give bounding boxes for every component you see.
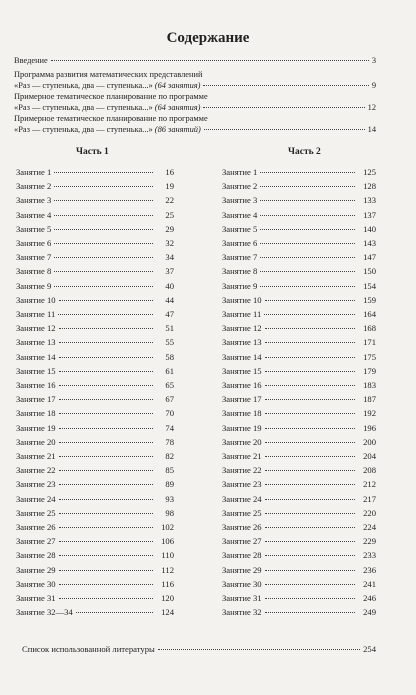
- lesson-label: Занятие 12: [16, 323, 56, 334]
- lesson-label: Занятие 5: [16, 223, 52, 234]
- toc-entry-plan64-line1: Примерное тематическое планирование по программе: [14, 92, 208, 101]
- leader-dots: [203, 85, 368, 86]
- toc-lesson-entry[interactable]: [16, 607, 174, 617]
- leader-dots: [59, 470, 153, 471]
- lesson-page-number: 40: [165, 280, 174, 291]
- lesson-page-number: 137: [363, 209, 376, 220]
- lesson-page-number: 89: [165, 479, 174, 490]
- toc-entry-program[interactable]: [14, 80, 376, 91]
- leader-dots: [58, 314, 153, 315]
- leader-dots: [265, 371, 355, 372]
- leader-dots: [265, 413, 355, 414]
- lesson-label: Занятие 21: [16, 451, 56, 461]
- toc-lesson-entry[interactable]: [222, 394, 376, 404]
- lesson-page-number: 55: [165, 337, 174, 348]
- lesson-page-number: 22: [165, 195, 174, 206]
- lesson-label: Занятие 16: [222, 380, 262, 390]
- toc-lesson-entry[interactable]: [222, 508, 376, 518]
- toc-lesson-entry[interactable]: [16, 465, 174, 475]
- lesson-page-number: 249: [363, 607, 376, 618]
- leader-dots: [260, 172, 355, 173]
- lesson-page-number: 183: [363, 380, 376, 390]
- lesson-page-number: 120: [161, 593, 174, 603]
- lesson-page-number: 82: [165, 451, 174, 461]
- toc-lesson-entry[interactable]: [16, 437, 174, 447]
- leader-dots: [59, 555, 153, 556]
- lesson-label: Занятие 20: [16, 436, 56, 447]
- leader-dots: [59, 399, 153, 400]
- lesson-page-number: 168: [363, 323, 376, 334]
- lesson-page-number: 19: [165, 181, 174, 192]
- toc-lesson-entry[interactable]: [222, 238, 376, 248]
- toc-lesson-entry[interactable]: [16, 238, 174, 248]
- lesson-label: Занятие 13: [16, 337, 56, 348]
- lesson-page-number: 102: [161, 522, 174, 532]
- leader-dots: [264, 314, 355, 315]
- lesson-page-number: 236: [363, 564, 376, 575]
- toc-lesson-entry[interactable]: [222, 565, 376, 575]
- lesson-label: Занятие 21: [222, 451, 262, 461]
- toc-lesson-entry[interactable]: [16, 579, 174, 589]
- toc-lesson-entry[interactable]: [222, 295, 376, 305]
- leader-dots: [265, 527, 355, 528]
- lesson-page-number: 51: [165, 323, 174, 334]
- lesson-page-number: 204: [363, 451, 376, 461]
- lesson-page-number: 159: [363, 294, 376, 305]
- toc-lesson-entry[interactable]: [222, 380, 376, 390]
- toc-lesson-entry[interactable]: [16, 479, 174, 489]
- lesson-label: Занятие 28: [16, 550, 56, 561]
- toc-lesson-entry[interactable]: [222, 522, 376, 532]
- toc-lesson-entry[interactable]: [16, 337, 174, 347]
- lesson-label: Занятие 11: [222, 309, 262, 319]
- lesson-label: Занятие 15: [16, 365, 56, 376]
- lesson-page-number: 212: [363, 479, 376, 490]
- leader-dots: [59, 342, 153, 343]
- lesson-page-number: 98: [165, 507, 174, 518]
- lesson-page-number: 246: [363, 593, 376, 603]
- toc-entry-label: Введение: [14, 56, 48, 65]
- lesson-page-number: 67: [165, 394, 174, 405]
- leader-dots: [59, 598, 153, 599]
- toc-lesson-entry[interactable]: [16, 295, 174, 305]
- toc-lesson-entry[interactable]: [16, 494, 174, 504]
- leader-dots: [54, 172, 153, 173]
- lesson-label: Занятие 29: [222, 564, 262, 575]
- leader-dots: [260, 200, 355, 201]
- lesson-label: Занятие 6: [16, 238, 52, 248]
- lesson-page-number: 217: [363, 493, 376, 504]
- lesson-label: Занятие 18: [222, 408, 262, 419]
- toc-lesson-entry[interactable]: [222, 451, 376, 461]
- leader-dots: [265, 385, 355, 386]
- leader-dots: [54, 200, 153, 201]
- leader-dots: [260, 229, 355, 230]
- leader-dots: [59, 300, 153, 301]
- leader-dots: [54, 243, 153, 244]
- toc-lesson-entry[interactable]: [16, 536, 174, 546]
- leader-dots: [265, 328, 355, 329]
- lesson-label: Занятие 30: [222, 578, 262, 589]
- toc-lesson-entry[interactable]: [16, 224, 174, 234]
- leader-dots: [54, 286, 153, 287]
- lesson-label: Занятие 9: [16, 280, 52, 291]
- lesson-label: Занятие 13: [222, 337, 262, 348]
- leader-dots: [265, 399, 355, 400]
- leader-dots: [59, 428, 153, 429]
- lesson-label: Занятие 10: [16, 294, 56, 305]
- lesson-label: Занятие 2: [16, 181, 52, 192]
- toc-lesson-entry[interactable]: [222, 465, 376, 475]
- lesson-page-number: 58: [165, 351, 174, 362]
- toc-lesson-entry[interactable]: [222, 309, 376, 319]
- lesson-label: Занятие 2: [222, 181, 258, 192]
- toc-lesson-entry[interactable]: [222, 408, 376, 418]
- toc-lesson-entry[interactable]: [16, 394, 174, 404]
- lesson-label: Занятие 14: [16, 351, 56, 362]
- leader-dots: [54, 215, 153, 216]
- lesson-page-number: 25: [165, 209, 174, 220]
- lesson-page-number: 116: [161, 578, 174, 589]
- lesson-label: Занятие 10: [222, 294, 262, 305]
- toc-lesson-entry[interactable]: [16, 352, 174, 362]
- toc-lesson-entry[interactable]: [16, 181, 174, 191]
- leader-dots: [265, 612, 355, 613]
- part2-heading: Часть 2: [288, 147, 321, 157]
- leader-dots: [265, 598, 355, 599]
- leader-dots: [260, 257, 355, 258]
- lesson-label: Занятие 32—34: [16, 607, 73, 618]
- lesson-page-number: 78: [165, 436, 174, 447]
- toc-entry-label: «Раз — ступенька, два — ступенька...» (64 занятия): [14, 81, 201, 90]
- lesson-label: Занятие 19: [16, 422, 56, 433]
- toc-lesson-entry[interactable]: [16, 309, 174, 319]
- toc-lesson-entry[interactable]: [16, 451, 174, 461]
- lesson-label: Занятие 28: [222, 550, 262, 561]
- toc-lesson-entry[interactable]: [222, 352, 376, 362]
- toc-lesson-entry[interactable]: [222, 593, 376, 603]
- leader-dots: [265, 428, 355, 429]
- lesson-label: Занятие 11: [16, 309, 56, 319]
- toc-lesson-entry[interactable]: [16, 522, 174, 532]
- lesson-label: Занятие 4: [222, 209, 258, 220]
- toc-lesson-entry[interactable]: [16, 210, 174, 220]
- lesson-label: Занятие 19: [222, 422, 262, 433]
- toc-lesson-entry[interactable]: [222, 195, 376, 205]
- leader-dots: [204, 129, 365, 130]
- lesson-label: Занятие 29: [16, 564, 56, 575]
- toc-page-number: 14: [367, 125, 376, 134]
- toc-lesson-entry[interactable]: [222, 423, 376, 433]
- leader-dots: [260, 271, 355, 272]
- lesson-page-number: 112: [161, 564, 174, 575]
- lesson-page-number: 224: [363, 522, 376, 532]
- leader-dots: [59, 442, 153, 443]
- leader-dots: [260, 286, 355, 287]
- leader-dots: [59, 584, 153, 585]
- toc-lesson-entry[interactable]: [222, 181, 376, 191]
- leader-dots: [265, 541, 355, 542]
- toc-lesson-entry[interactable]: [222, 437, 376, 447]
- toc-lesson-entry[interactable]: [222, 210, 376, 220]
- leader-dots: [265, 470, 355, 471]
- leader-dots: [265, 456, 355, 457]
- lesson-page-number: 125: [363, 167, 376, 177]
- leader-dots: [76, 612, 153, 613]
- toc-page-number: 3: [371, 56, 376, 65]
- leader-dots: [203, 107, 364, 108]
- lesson-page-number: 196: [363, 422, 376, 433]
- lesson-page-number: 241: [363, 578, 376, 589]
- toc-entry-references[interactable]: [22, 644, 376, 654]
- lesson-label: Занятие 31: [222, 593, 262, 603]
- lesson-label: Занятие 17: [222, 394, 262, 405]
- leader-dots: [54, 271, 153, 272]
- lesson-page-number: 179: [363, 365, 376, 376]
- toc-page-number: 9: [371, 81, 376, 90]
- toc-entry-label: «Раз — ступенька, два — ступенька...» (86 занятий): [14, 125, 201, 134]
- lesson-label: Занятие 20: [222, 436, 262, 447]
- leader-dots: [59, 513, 153, 514]
- toc-lesson-entry[interactable]: [16, 408, 174, 418]
- leader-dots: [59, 413, 153, 414]
- leader-dots: [265, 484, 355, 485]
- leader-dots: [54, 229, 153, 230]
- lesson-label: Занятие 1: [222, 167, 258, 177]
- toc-lesson-entry[interactable]: [222, 266, 376, 276]
- toc-lesson-entry[interactable]: [16, 167, 174, 177]
- lesson-page-number: 93: [165, 493, 174, 504]
- lesson-label: Занятие 30: [16, 578, 56, 589]
- lesson-label: Занятие 14: [222, 351, 262, 362]
- lesson-page-number: 147: [363, 252, 376, 263]
- lesson-label: Занятие 31: [16, 593, 56, 603]
- toc-lesson-entry[interactable]: [222, 494, 376, 504]
- toc-lesson-entry[interactable]: [222, 252, 376, 262]
- toc-lesson-entry[interactable]: [222, 281, 376, 291]
- lesson-page-number: 140: [363, 223, 376, 234]
- lesson-label: Занятие 24: [222, 493, 262, 504]
- leader-dots: [265, 342, 355, 343]
- lesson-page-number: 154: [363, 280, 376, 291]
- toc-entry-plan86-line1: Примерное тематическое планирование по программе: [14, 114, 208, 123]
- toc-lesson-entry[interactable]: [16, 252, 174, 262]
- leader-dots: [59, 328, 153, 329]
- lesson-page-number: 175: [363, 351, 376, 362]
- lesson-page-number: 16: [165, 167, 174, 177]
- lesson-page-number: 124: [161, 607, 174, 618]
- toc-lesson-entry[interactable]: [222, 479, 376, 489]
- leader-dots: [265, 442, 355, 443]
- lesson-label: Занятие 25: [222, 507, 262, 518]
- lesson-label: Занятие 26: [16, 522, 56, 532]
- lesson-page-number: 74: [165, 422, 174, 433]
- toc-lesson-entry[interactable]: [16, 195, 174, 205]
- toc-lesson-entry[interactable]: [222, 224, 376, 234]
- lesson-label: Занятие 12: [222, 323, 262, 334]
- lesson-label: Занятие 25: [16, 507, 56, 518]
- lesson-label: Занятие 6: [222, 238, 258, 248]
- lesson-label: Занятие 5: [222, 223, 258, 234]
- lesson-label: Занятие 1: [16, 167, 52, 177]
- leader-dots: [265, 570, 355, 571]
- toc-lesson-entry[interactable]: [16, 423, 174, 433]
- toc-lesson-entry[interactable]: [222, 579, 376, 589]
- toc-lesson-entry[interactable]: [222, 607, 376, 617]
- leader-dots: [51, 60, 369, 61]
- lesson-page-number: 70: [165, 408, 174, 419]
- page-title: Содержание: [166, 30, 250, 46]
- lesson-page-number: 44: [165, 294, 174, 305]
- leader-dots: [260, 186, 355, 187]
- toc-entry-plan86[interactable]: [14, 124, 376, 135]
- toc-lesson-entry[interactable]: [16, 550, 174, 560]
- lesson-page-number: 61: [165, 365, 174, 376]
- lesson-page-number: 200: [363, 436, 376, 447]
- leader-dots: [265, 300, 355, 301]
- leader-dots: [265, 584, 355, 585]
- lesson-page-number: 233: [363, 550, 376, 561]
- leader-dots: [59, 371, 153, 372]
- lesson-page-number: 164: [363, 309, 376, 319]
- lesson-label: Занятие 16: [16, 380, 56, 390]
- leader-dots: [54, 186, 153, 187]
- lesson-label: Занятие 23: [222, 479, 262, 490]
- toc-lesson-entry[interactable]: [16, 366, 174, 376]
- lesson-page-number: 47: [165, 309, 174, 319]
- lesson-label: Занятие 8: [222, 266, 258, 277]
- lesson-label: Занятие 15: [222, 365, 262, 376]
- leader-dots: [54, 257, 153, 258]
- lesson-label: Занятие 27: [222, 536, 262, 547]
- toc-lesson-entry[interactable]: [222, 323, 376, 333]
- lesson-label: Занятие 3: [16, 195, 52, 206]
- lesson-page-number: 32: [165, 238, 174, 248]
- toc-entry-label: Список использованной литературы: [22, 644, 155, 654]
- leader-dots: [158, 649, 360, 650]
- lesson-page-number: 187: [363, 394, 376, 405]
- leader-dots: [265, 499, 355, 500]
- part1-heading: Часть 1: [76, 147, 109, 157]
- lesson-page-number: 171: [363, 337, 376, 348]
- lesson-page-number: 85: [165, 465, 174, 476]
- toc-lesson-entry[interactable]: [16, 323, 174, 333]
- lesson-page-number: 150: [363, 266, 376, 277]
- lesson-page-number: 192: [363, 408, 376, 419]
- lesson-label: Занятие 9: [222, 280, 258, 291]
- lesson-label: Занятие 32: [222, 607, 262, 618]
- toc-lesson-entry[interactable]: [222, 167, 376, 177]
- leader-dots: [59, 541, 153, 542]
- toc-lesson-entry[interactable]: [16, 266, 174, 276]
- toc-lesson-entry[interactable]: [16, 593, 174, 603]
- lesson-label: Занятие 7: [222, 252, 258, 263]
- leader-dots: [260, 243, 355, 244]
- toc-entry-program-line1: Программа развития математических представлений: [14, 70, 203, 79]
- toc-lesson-entry[interactable]: [16, 508, 174, 518]
- lesson-label: Занятие 8: [16, 266, 52, 277]
- lesson-label: Занятие 27: [16, 536, 56, 547]
- lesson-page-number: 133: [363, 195, 376, 206]
- lesson-page-number: 29: [165, 223, 174, 234]
- lesson-label: Занятие 23: [16, 479, 56, 490]
- lesson-label: Занятие 7: [16, 252, 52, 263]
- lesson-page-number: 208: [363, 465, 376, 476]
- leader-dots: [265, 555, 355, 556]
- leader-dots: [260, 215, 355, 216]
- leader-dots: [59, 357, 153, 358]
- toc-lesson-entry[interactable]: [16, 380, 174, 390]
- leader-dots: [59, 456, 153, 457]
- lesson-page-number: 128: [363, 181, 376, 192]
- lesson-page-number: 143: [363, 238, 376, 248]
- lesson-label: Занятие 24: [16, 493, 56, 504]
- toc-lesson-entry[interactable]: [16, 281, 174, 291]
- leader-dots: [59, 385, 153, 386]
- toc-page-number: 12: [367, 103, 376, 112]
- lesson-label: Занятие 18: [16, 408, 56, 419]
- lesson-page-number: 37: [165, 266, 174, 277]
- toc-entry-plan64[interactable]: [14, 102, 376, 113]
- lesson-page-number: 106: [161, 536, 174, 547]
- lesson-label: Занятие 22: [16, 465, 56, 476]
- toc-lesson-entry[interactable]: [222, 337, 376, 347]
- lesson-page-number: 110: [161, 550, 174, 561]
- lesson-label: Занятие 4: [16, 209, 52, 220]
- lesson-label: Занятие 26: [222, 522, 262, 532]
- toc-entry-label: «Раз — ступенька, два — ступенька...» (64 занятия): [14, 103, 201, 112]
- leader-dots: [265, 513, 355, 514]
- lesson-page-number: 220: [363, 507, 376, 518]
- toc-lesson-entry[interactable]: [222, 536, 376, 546]
- leader-dots: [59, 484, 153, 485]
- toc-page-number: 254: [363, 644, 376, 654]
- lesson-label: Занятие 22: [222, 465, 262, 476]
- lesson-page-number: 229: [363, 536, 376, 547]
- lesson-label: Занятие 17: [16, 394, 56, 405]
- toc-lesson-entry[interactable]: [222, 550, 376, 560]
- toc-entry-intro[interactable]: [14, 55, 376, 66]
- leader-dots: [265, 357, 355, 358]
- lesson-page-number: 65: [165, 380, 174, 390]
- toc-lesson-entry[interactable]: [16, 565, 174, 575]
- toc-lesson-entry[interactable]: [222, 366, 376, 376]
- leader-dots: [59, 527, 153, 528]
- lesson-label: Занятие 3: [222, 195, 258, 206]
- leader-dots: [59, 570, 153, 571]
- leader-dots: [59, 499, 153, 500]
- lesson-page-number: 34: [165, 252, 174, 263]
